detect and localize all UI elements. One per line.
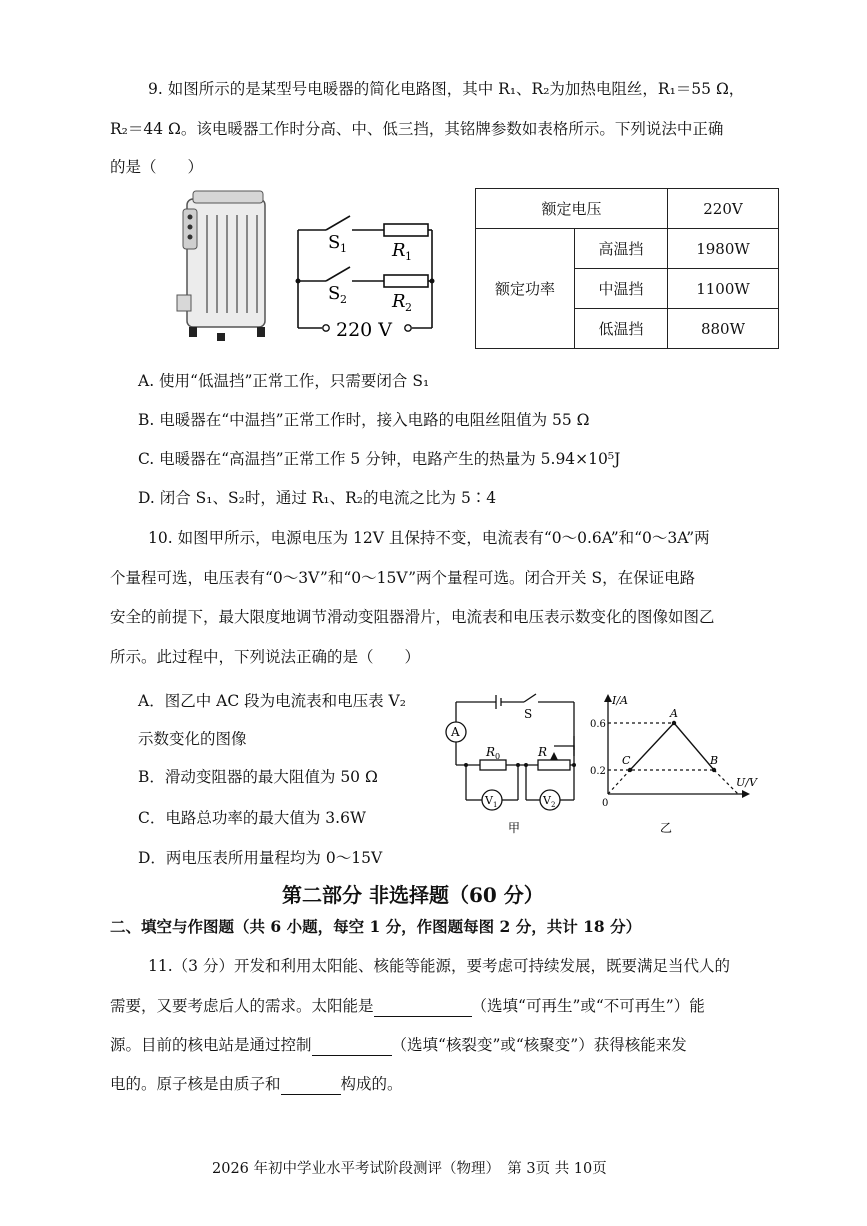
point-b-label: B <box>710 754 719 767</box>
q11-line2 <box>110 995 705 1017</box>
q9-circuit-diagram <box>290 208 440 343</box>
q11-line3 <box>110 1034 687 1056</box>
y-tick-02: 0.2 <box>590 766 606 777</box>
voltmeter-v2-sub: 2 <box>551 801 556 809</box>
x-axis-label: U/V <box>736 776 757 789</box>
ammeter-label: A <box>451 725 460 739</box>
nameplate-table <box>475 188 779 349</box>
switch-s2-sub: 2 <box>340 293 347 306</box>
q10-option-d: D．两电压表所用量程均为 0～15V <box>138 849 383 867</box>
heater-image <box>173 185 273 345</box>
gear-label: 低温挡 <box>575 309 668 349</box>
point-a-label: A <box>670 707 678 720</box>
q9-stem-line1: 9. 如图所示的是某型号电暖器的简化电路图，其中 R₁、R₂为加热电阻丝，R₁＝55 Ω， <box>148 80 745 98</box>
r0-label: R <box>486 745 496 759</box>
switch-s-label: S <box>524 707 533 721</box>
voltmeter-v2-label: V <box>543 794 551 807</box>
q10-stem-line1: 10. 如图甲所示，电源电压为 12V 且保持不变，电流表有“0～0.6A”和“0～3A”两 <box>148 529 710 547</box>
q9-stem-line2: R₂＝44 Ω。该电暖器工作时分高、中、低三挡，其铭牌参数如表格所示。下列说法中正确 <box>110 120 724 138</box>
gear-label: 高温挡 <box>575 229 668 269</box>
q10-option-a-line2: 示数变化的图像 <box>138 730 247 748</box>
q11-line2-text-b: （选填“可再生”或“不可再生”）能 <box>471 997 705 1015</box>
q10-stem-line3: 安全的前提下，最大限度地调节滑动变阻器滑片，电流表和电压表示数变化的图像如图乙 <box>110 608 715 626</box>
q11-line3-text-a: 源。目前的核电站是通过控制 <box>110 1036 312 1054</box>
q10-circuit-fig-jia <box>440 690 590 840</box>
page-footer: 2026 年初中学业水平考试阶段测评（物理） 第 3页 共 10页 <box>212 1161 607 1177</box>
q9-option-b: B. 电暖器在“中温挡”正常工作时，接入电路的电阻丝阻值为 55 Ω <box>138 411 590 429</box>
voltmeter-v1-sub: 1 <box>493 801 498 809</box>
q10-graph-fig-yi <box>590 690 770 840</box>
q11-line4-text-b: 构成的。 <box>340 1075 403 1093</box>
switch-s1-label: S <box>328 232 341 253</box>
q11-line4-text-a: 电的。原子核是由质子和 <box>110 1075 281 1093</box>
gear-power: 880W <box>668 309 779 349</box>
rated-power-label: 额定功率 <box>476 229 575 349</box>
section-heading: 二、填空与作图题（共 6 小题，每空 1 分，作图题每图 2 分，共计 18 分） <box>110 917 642 936</box>
part2-title: 第二部分 非选择题（60 分） <box>282 883 544 907</box>
answer-blank-1[interactable] <box>374 1000 472 1017</box>
point-c-label: C <box>622 754 631 767</box>
resistor-r1-label: R <box>392 240 406 261</box>
resistor-r1-sub: 1 <box>405 250 412 263</box>
gear-power: 1100W <box>668 269 779 309</box>
resistor-r2-sub: 2 <box>405 301 412 314</box>
gear-label: 中温挡 <box>575 269 668 309</box>
q9-option-d: D. 闭合 S₁、S₂时，通过 R₁、R₂的电流之比为 5∶4 <box>138 489 497 507</box>
q10-option-a-line1: A．图乙中 AC 段为电流表和电压表 V₂ <box>138 692 406 710</box>
q9-stem-line3: 的是（ ） <box>110 158 204 176</box>
q10-option-b: B．滑动变阻器的最大阻值为 50 Ω <box>138 768 378 786</box>
q11-line1: 11.（3 分）开发和利用太阳能、核能等能源，要考虑可持续发展，既要满足当代人的 <box>148 957 730 975</box>
q11-line3-text-b: （选填“核裂变”或“核聚变”）获得核能来发 <box>391 1036 687 1054</box>
supply-voltage-label: 220 V <box>336 319 393 341</box>
q10-stem-line4: 所示。此过程中，下列说法正确的是（ ） <box>110 648 421 666</box>
y-tick-06: 0.6 <box>590 719 606 730</box>
origin-label: 0 <box>602 798 609 809</box>
rated-voltage-label: 额定电压 <box>476 189 668 229</box>
rated-voltage-value: 220V <box>668 189 779 229</box>
switch-s1-sub: 1 <box>340 242 347 255</box>
rheostat-label: R <box>538 745 548 759</box>
resistor-r2-label: R <box>392 291 406 312</box>
q11-line2-text-a: 需要，又要考虑后人的需求。太阳能是 <box>110 997 374 1015</box>
figure-jia-caption: 甲 <box>508 821 521 835</box>
q10-option-c: C．电路总功率的最大值为 3.6W <box>138 809 366 827</box>
answer-blank-2[interactable] <box>312 1039 392 1056</box>
switch-s2-label: S <box>328 283 341 304</box>
q9-option-a: A. 使用“低温挡”正常工作，只需要闭合 S₁ <box>138 372 430 390</box>
q9-option-c: C. 电暖器在“高温挡”正常工作 5 分钟，电路产生的热量为 5.94×10⁵J <box>138 450 621 468</box>
answer-blank-3[interactable] <box>281 1078 341 1095</box>
r0-sub: 0 <box>495 752 501 761</box>
y-axis-label: I/A <box>612 694 628 707</box>
gear-power: 1980W <box>668 229 779 269</box>
figure-yi-caption: 乙 <box>660 821 673 835</box>
q11-line4 <box>110 1073 403 1095</box>
q10-stem-line2: 个量程可选，电压表有“0～3V”和“0～15V”两个量程可选。闭合开关 S，在保证电路 <box>110 569 696 587</box>
voltmeter-v1-label: V <box>485 794 493 807</box>
